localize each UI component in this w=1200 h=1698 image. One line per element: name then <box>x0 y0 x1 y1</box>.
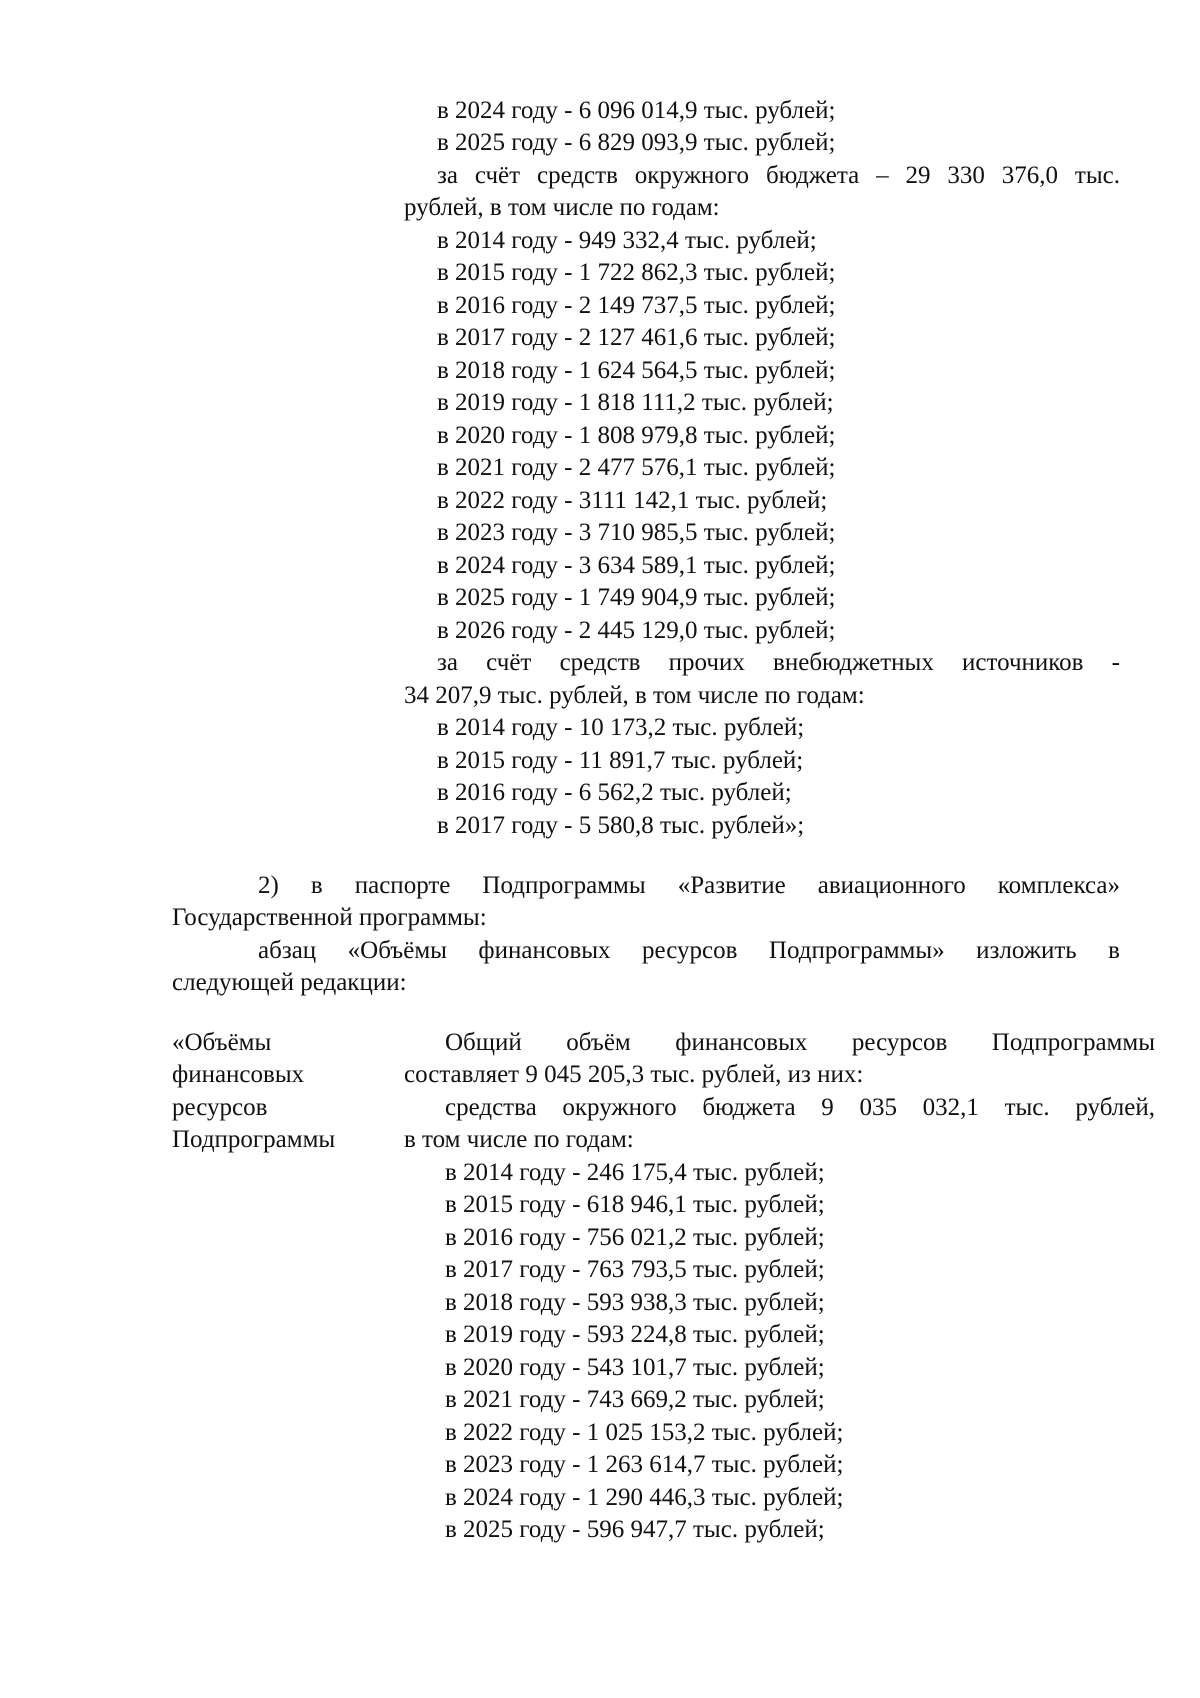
item2-paragraph: 2) в паспорте Подпрограммы «Развитие авиационного комплекса» <box>258 872 1120 899</box>
year-line: в 2017 году - 763 793,5 тыс. рублей; <box>445 1256 825 1283</box>
year-line: в 2018 году - 593 938,3 тыс. рублей; <box>445 1289 825 1316</box>
year-line: в 2021 году - 743 669,2 тыс. рублей; <box>445 1386 825 1413</box>
year-line: в 2024 году - 1 290 446,3 тыс. рублей; <box>445 1484 844 1511</box>
item2-paragraph-cont: Государственной программы: <box>172 904 487 931</box>
year-line: в 2017 году - 2 127 461,6 тыс. рублей; <box>437 324 836 351</box>
year-line: в 2025 году - 6 829 093,9 тыс. рублей; <box>437 129 836 156</box>
year-line: в 2019 году - 593 224,8 тыс. рублей; <box>445 1321 825 1348</box>
year-line: в 2015 году - 1 722 862,3 тыс. рублей; <box>437 259 836 286</box>
passport-label: Подпрограммы <box>172 1126 336 1153</box>
passport-okrug-budget: средства окружного бюджета 9 035 032,1 тыс. рублей, <box>445 1094 1155 1121</box>
year-line: в 2023 году - 1 263 614,7 тыс. рублей; <box>445 1451 844 1478</box>
year-line: в 2022 году - 3111 142,1 тыс. рублей; <box>437 487 828 514</box>
year-line: в 2024 году - 6 096 014,9 тыс. рублей; <box>437 97 836 124</box>
year-line: в 2017 году - 5 580,8 тыс. рублей»; <box>437 812 805 839</box>
year-line: в 2014 году - 949 332,4 тыс. рублей; <box>437 227 817 254</box>
year-line: в 2016 году - 756 021,2 тыс. рублей; <box>445 1224 825 1251</box>
okrug-budget-intro: за счёт средств окружного бюджета – 29 330 376,0 тыс. <box>437 162 1120 189</box>
item2-paragraph: абзац «Объёмы финансовых ресурсов Подпрограммы» изложить в <box>258 937 1120 964</box>
year-line: в 2026 году - 2 445 129,0 тыс. рублей; <box>437 617 836 644</box>
item2-paragraph-cont: следующей редакции: <box>172 969 407 996</box>
other-sources-intro: за счёт средств прочих внебюджетных источников - <box>437 649 1120 676</box>
year-line: в 2016 году - 2 149 737,5 тыс. рублей; <box>437 292 836 319</box>
year-line: в 2025 году - 596 947,7 тыс. рублей; <box>445 1516 825 1543</box>
year-line: в 2025 году - 1 749 904,9 тыс. рублей; <box>437 584 836 611</box>
passport-total-cont: составляет 9 045 205,3 тыс. рублей, из них: <box>404 1061 864 1088</box>
passport-label: «Объёмы <box>172 1029 272 1056</box>
year-line: в 2019 году - 1 818 111,2 тыс. рублей; <box>437 389 834 416</box>
year-line: в 2021 году - 2 477 576,1 тыс. рублей; <box>437 454 836 481</box>
okrug-budget-intro-cont: рублей, в том числе по годам: <box>404 194 720 221</box>
year-line: в 2024 году - 3 634 589,1 тыс. рублей; <box>437 552 836 579</box>
year-line: в 2014 году - 246 175,4 тыс. рублей; <box>445 1159 825 1186</box>
year-line: в 2020 году - 1 808 979,8 тыс. рублей; <box>437 422 836 449</box>
passport-label: финансовых <box>172 1061 305 1088</box>
year-line: в 2014 году - 10 173,2 тыс. рублей; <box>437 714 805 741</box>
passport-label: ресурсов <box>172 1094 268 1121</box>
year-line: в 2015 году - 618 946,1 тыс. рублей; <box>445 1191 825 1218</box>
year-line: в 2023 году - 3 710 985,5 тыс. рублей; <box>437 519 836 546</box>
passport-total: Общий объём финансовых ресурсов Подпрограммы <box>445 1029 1155 1056</box>
year-line: в 2018 году - 1 624 564,5 тыс. рублей; <box>437 357 836 384</box>
year-line: в 2022 году - 1 025 153,2 тыс. рублей; <box>445 1419 844 1446</box>
year-line: в 2016 году - 6 562,2 тыс. рублей; <box>437 779 792 806</box>
year-line: в 2020 году - 543 101,7 тыс. рублей; <box>445 1354 825 1381</box>
year-line: в 2015 году - 11 891,7 тыс. рублей; <box>437 747 804 774</box>
other-sources-intro-cont: 34 207,9 тыс. рублей, в том числе по годам: <box>404 682 865 709</box>
passport-okrug-budget-cont: в том числе по годам: <box>404 1126 634 1153</box>
